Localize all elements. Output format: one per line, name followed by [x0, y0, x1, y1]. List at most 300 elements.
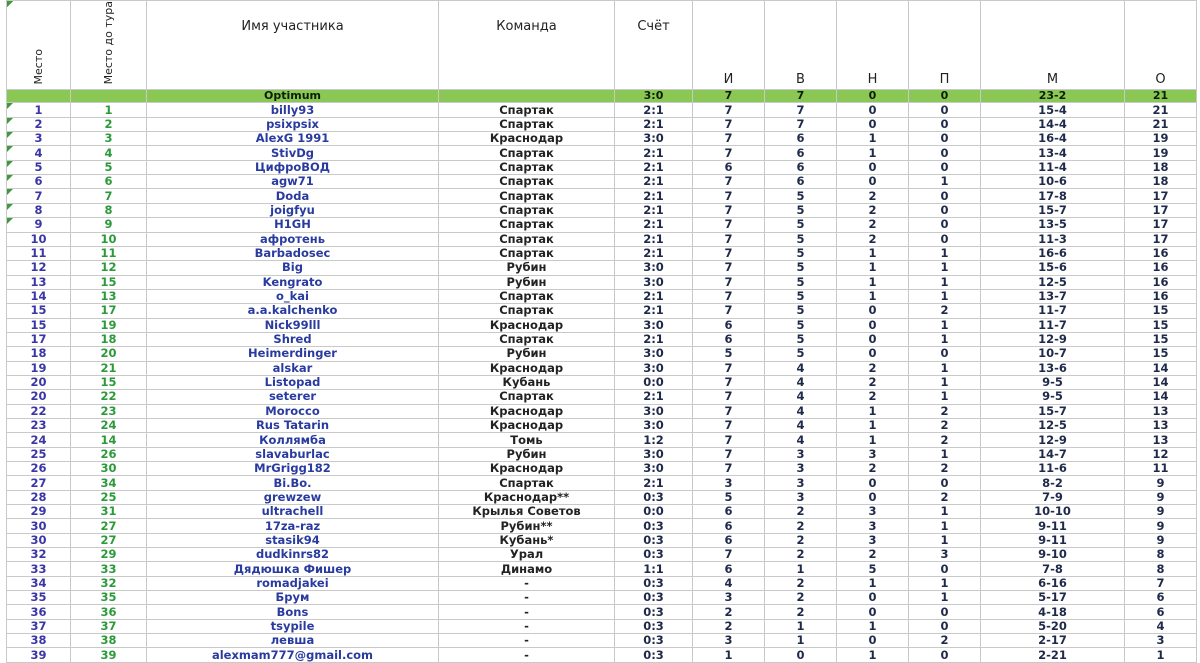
cell-w: 7 — [693, 447, 765, 461]
cell-score: 2:1 — [615, 232, 693, 246]
table-row[interactable] — [7, 246, 1197, 260]
table-row[interactable] — [7, 476, 1197, 490]
table-row[interactable] — [7, 132, 1197, 146]
cell-n: 0 — [837, 591, 909, 605]
cell-v: 2 — [765, 591, 837, 605]
cell-w: 6 — [693, 318, 765, 332]
cell-team: Краснодар — [439, 132, 615, 146]
cell-place — [7, 117, 71, 131]
cell-w: 7 — [693, 203, 765, 217]
cell-team: Спартак — [439, 189, 615, 203]
cell-score: 2:1 — [615, 117, 693, 131]
header-n[interactable]: Н — [837, 1, 909, 90]
cell-place: 13 — [7, 275, 71, 289]
cell-n: 0 — [837, 634, 909, 648]
cell-p: 2 — [909, 433, 981, 447]
cell-v: 5 — [765, 347, 837, 361]
optimum-team — [439, 90, 615, 103]
cell-w: 3 — [693, 591, 765, 605]
cell-m: 7-8 — [981, 562, 1125, 576]
cell-place: 39 — [7, 648, 71, 662]
header-score[interactable]: Счёт — [615, 1, 693, 90]
table-row[interactable] — [7, 304, 1197, 318]
table-row[interactable] — [7, 591, 1197, 605]
cell-p: 1 — [909, 576, 981, 590]
cell-place-text: 8 — [34, 203, 43, 217]
table-row[interactable] — [7, 548, 1197, 562]
cell-o: 18 — [1125, 160, 1197, 174]
cell-o: 14 — [1125, 375, 1197, 389]
cell-team: Рубин — [439, 347, 615, 361]
cell-o: 6 — [1125, 591, 1197, 605]
cell-prev-place-text: 2 — [104, 116, 113, 131]
cell-p: 1 — [909, 591, 981, 605]
cell-prev-place: 27 — [71, 533, 147, 547]
cell-team: Рубин — [439, 447, 615, 461]
header-row — [7, 1, 1197, 90]
cell-m: 6-16 — [981, 576, 1125, 590]
cell-v: 1 — [765, 619, 837, 633]
cell-name: левша — [147, 634, 439, 648]
cell-w: 6 — [693, 519, 765, 533]
cell-m: 7-9 — [981, 490, 1125, 504]
cell-team: Спартак — [439, 246, 615, 260]
cell-m: 13-7 — [981, 289, 1125, 303]
cell-team: - — [439, 576, 615, 590]
cell-v: 6 — [765, 175, 837, 189]
cell-p: 1 — [909, 332, 981, 346]
header-w[interactable]: И — [693, 1, 765, 90]
table-row[interactable] — [7, 533, 1197, 547]
cell-p: 1 — [909, 447, 981, 461]
cell-place: 36 — [7, 605, 71, 619]
cell-prev-place: 29 — [71, 548, 147, 562]
cell-name: psixpsix — [147, 117, 439, 131]
cell-prev-place-text: 9 — [104, 217, 113, 232]
cell-w: 7 — [693, 361, 765, 375]
table-row[interactable] — [7, 289, 1197, 303]
cell-score: 0:0 — [615, 505, 693, 519]
cell-name: romadjakei — [147, 576, 439, 590]
table-row[interactable] — [7, 117, 1197, 131]
table-row[interactable] — [7, 490, 1197, 504]
cell-v: 1 — [765, 634, 837, 648]
optimum-p: 0 — [909, 90, 981, 103]
cell-prev-place: 15 — [71, 375, 147, 389]
cell-place-text: 7 — [34, 188, 43, 203]
cell-score: 3:0 — [615, 275, 693, 289]
cell-place: 26 — [7, 462, 71, 476]
cell-place: 12 — [7, 261, 71, 275]
cell-p: 0 — [909, 605, 981, 619]
cell-score: 2:1 — [615, 175, 693, 189]
table-row[interactable] — [7, 375, 1197, 389]
cell-w: 7 — [693, 548, 765, 562]
cell-v: 5 — [765, 203, 837, 217]
cell-n: 2 — [837, 375, 909, 389]
cell-name: MrGrigg182 — [147, 462, 439, 476]
cell-n: 1 — [837, 433, 909, 447]
cell-place: 11 — [7, 246, 71, 260]
cell-p: 0 — [909, 648, 981, 662]
cell-team: Краснодар** — [439, 490, 615, 504]
cell-place: 15 — [7, 318, 71, 332]
cell-place: 30 — [7, 533, 71, 547]
header-name[interactable]: Имя участника — [147, 1, 439, 90]
table-row[interactable] — [7, 203, 1197, 217]
cell-prev-place: 38 — [71, 634, 147, 648]
cell-w: 7 — [693, 132, 765, 146]
header-prev-place[interactable]: Место до тура — [71, 1, 147, 90]
cell-prev-place-text: 3 — [104, 131, 113, 146]
cell-name: Shred — [147, 332, 439, 346]
cell-w: 7 — [693, 232, 765, 246]
header-p[interactable]: П — [909, 1, 981, 90]
cell-team: Краснодар — [439, 418, 615, 432]
table-row[interactable] — [7, 232, 1197, 246]
cell-place: 35 — [7, 591, 71, 605]
cell-w: 6 — [693, 505, 765, 519]
optimum-n: 0 — [837, 90, 909, 103]
cell-prev-place: 23 — [71, 404, 147, 418]
cell-team: Спартак — [439, 289, 615, 303]
cell-name: seterer — [147, 390, 439, 404]
cell-place: 10 — [7, 232, 71, 246]
cell-v: 3 — [765, 447, 837, 461]
cell-team: Спартак — [439, 146, 615, 160]
cell-place-text: 5 — [34, 159, 43, 174]
cell-score: 0:3 — [615, 634, 693, 648]
cell-score: 0:3 — [615, 576, 693, 590]
cell-o: 16 — [1125, 246, 1197, 260]
cell-name: o_kai — [147, 289, 439, 303]
cell-o: 9 — [1125, 505, 1197, 519]
cell-m: 9-10 — [981, 548, 1125, 562]
table-row[interactable] — [7, 462, 1197, 476]
cell-score: 1:1 — [615, 562, 693, 576]
table-row[interactable] — [7, 275, 1197, 289]
cell-score: 3:0 — [615, 404, 693, 418]
cell-n: 2 — [837, 189, 909, 203]
cell-o: 21 — [1125, 103, 1197, 117]
table-row[interactable] — [7, 505, 1197, 519]
cell-place: 34 — [7, 576, 71, 590]
cell-w: 7 — [693, 289, 765, 303]
cell-team: Рубин — [439, 261, 615, 275]
header-place[interactable]: Место — [7, 1, 71, 90]
cell-m: 10-10 — [981, 505, 1125, 519]
cell-n: 2 — [837, 361, 909, 375]
cell-team: Урал — [439, 548, 615, 562]
cell-score: 0:3 — [615, 619, 693, 633]
cell-place: 33 — [7, 562, 71, 576]
cell-o: 16 — [1125, 261, 1197, 275]
cell-prev-place: 18 — [71, 332, 147, 346]
header-v[interactable]: В — [765, 1, 837, 90]
cell-w: 7 — [693, 103, 765, 117]
cell-place — [7, 189, 71, 203]
cell-w: 7 — [693, 418, 765, 432]
cell-team: Спартак — [439, 103, 615, 117]
cell-score: 2:1 — [615, 246, 693, 260]
cell-m: 12-9 — [981, 332, 1125, 346]
cell-o: 15 — [1125, 304, 1197, 318]
table-row[interactable] — [7, 619, 1197, 633]
cell-score: 2:1 — [615, 203, 693, 217]
cell-n: 1 — [837, 404, 909, 418]
cell-n: 2 — [837, 203, 909, 217]
cell-o: 3 — [1125, 634, 1197, 648]
table-row[interactable] — [7, 218, 1197, 232]
cell-prev-place — [71, 117, 147, 131]
cell-p: 1 — [909, 375, 981, 389]
cell-score: 2:1 — [615, 390, 693, 404]
cell-v: 5 — [765, 289, 837, 303]
table-row[interactable] — [7, 103, 1197, 117]
cell-name: Doda — [147, 189, 439, 203]
cell-m: 13-6 — [981, 361, 1125, 375]
cell-o: 15 — [1125, 347, 1197, 361]
cell-marker-icon — [7, 132, 13, 138]
cell-o: 9 — [1125, 490, 1197, 504]
header-team[interactable]: Команда — [439, 1, 615, 90]
cell-w: 7 — [693, 375, 765, 389]
cell-w: 7 — [693, 175, 765, 189]
cell-p: 0 — [909, 232, 981, 246]
cell-prev-place: 12 — [71, 261, 147, 275]
cell-team: Краснодар — [439, 318, 615, 332]
cell-p: 1 — [909, 275, 981, 289]
cell-o: 13 — [1125, 433, 1197, 447]
cell-name: stasik94 — [147, 533, 439, 547]
cell-p: 1 — [909, 289, 981, 303]
cell-place: 23 — [7, 418, 71, 432]
cell-o: 13 — [1125, 418, 1197, 432]
cell-prev-place: 17 — [71, 304, 147, 318]
cell-n: 1 — [837, 146, 909, 160]
cell-w: 7 — [693, 390, 765, 404]
cell-team: Томь — [439, 433, 615, 447]
table-row[interactable] — [7, 562, 1197, 576]
cell-p: 0 — [909, 103, 981, 117]
cell-name: alexmam777@gmail.com — [147, 648, 439, 662]
cell-p: 2 — [909, 490, 981, 504]
cell-marker-icon — [7, 204, 13, 210]
table-row[interactable] — [7, 361, 1197, 375]
cell-o: 9 — [1125, 519, 1197, 533]
table-row[interactable] — [7, 261, 1197, 275]
cell-prev-place — [71, 175, 147, 189]
cell-prev-place — [71, 146, 147, 160]
cell-v: 5 — [765, 275, 837, 289]
cell-n: 0 — [837, 103, 909, 117]
cell-name: billy93 — [147, 103, 439, 117]
cell-w: 4 — [693, 576, 765, 590]
cell-m: 15-7 — [981, 203, 1125, 217]
cell-team: - — [439, 634, 615, 648]
cell-o: 21 — [1125, 117, 1197, 131]
cell-team: Динамо — [439, 562, 615, 576]
cell-n: 0 — [837, 117, 909, 131]
cell-m: 12-5 — [981, 418, 1125, 432]
cell-p: 1 — [909, 519, 981, 533]
cell-prev-place-text: 7 — [104, 188, 113, 203]
cell-n: 1 — [837, 619, 909, 633]
cell-v: 2 — [765, 576, 837, 590]
cell-p: 0 — [909, 160, 981, 174]
cell-m: 16-6 — [981, 246, 1125, 260]
cell-p: 1 — [909, 246, 981, 260]
cell-prev-place: 36 — [71, 605, 147, 619]
cell-o: 16 — [1125, 275, 1197, 289]
cell-prev-place: 30 — [71, 462, 147, 476]
cell-place — [7, 146, 71, 160]
cell-place: 38 — [7, 634, 71, 648]
cell-o: 8 — [1125, 562, 1197, 576]
cell-team: Спартак — [439, 476, 615, 490]
cell-n: 1 — [837, 576, 909, 590]
cell-m: 13-4 — [981, 146, 1125, 160]
cell-place: 30 — [7, 519, 71, 533]
cell-p: 0 — [909, 203, 981, 217]
cell-v: 6 — [765, 132, 837, 146]
cell-m: 15-4 — [981, 103, 1125, 117]
cell-p: 0 — [909, 619, 981, 633]
table-row[interactable] — [7, 189, 1197, 203]
cell-m: 2-17 — [981, 634, 1125, 648]
cell-place — [7, 132, 71, 146]
cell-score: 3:0 — [615, 132, 693, 146]
header-o[interactable]: О — [1125, 1, 1197, 90]
cell-name: tsypile — [147, 619, 439, 633]
cell-team: Краснодар — [439, 361, 615, 375]
cell-prev-place-text: 8 — [104, 203, 113, 217]
cell-m: 11-6 — [981, 462, 1125, 476]
cell-place: 14 — [7, 289, 71, 303]
cell-n: 0 — [837, 160, 909, 174]
cell-place-text: 9 — [34, 217, 43, 232]
cell-prev-place-text: 4 — [104, 145, 113, 160]
cell-w: 6 — [693, 160, 765, 174]
table-row[interactable] — [7, 433, 1197, 447]
cell-w: 7 — [693, 462, 765, 476]
cell-team: Кубань* — [439, 533, 615, 547]
cell-prev-place — [71, 103, 147, 117]
cell-o: 12 — [1125, 447, 1197, 461]
cell-n: 3 — [837, 519, 909, 533]
table-row[interactable] — [7, 347, 1197, 361]
cell-p: 1 — [909, 390, 981, 404]
cell-o: 17 — [1125, 218, 1197, 232]
cell-prev-place: 37 — [71, 619, 147, 633]
cell-score: 2:1 — [615, 146, 693, 160]
cell-score: 0:3 — [615, 591, 693, 605]
cell-p: 2 — [909, 404, 981, 418]
cell-w: 6 — [693, 533, 765, 547]
cell-w: 5 — [693, 347, 765, 361]
header-m[interactable]: М — [981, 1, 1125, 90]
table-row[interactable] — [7, 175, 1197, 189]
cell-score: 3:0 — [615, 347, 693, 361]
cell-o: 19 — [1125, 132, 1197, 146]
cell-place: 24 — [7, 433, 71, 447]
cell-o: 15 — [1125, 318, 1197, 332]
table-row[interactable] — [7, 318, 1197, 332]
cell-p: 1 — [909, 533, 981, 547]
cell-prev-place-text: 5 — [104, 159, 113, 174]
cell-v: 2 — [765, 519, 837, 533]
cell-o: 13 — [1125, 404, 1197, 418]
cell-p: 0 — [909, 347, 981, 361]
cell-score: 3:0 — [615, 361, 693, 375]
table-row[interactable] — [7, 418, 1197, 432]
cell-v: 3 — [765, 462, 837, 476]
table-row[interactable] — [7, 404, 1197, 418]
cell-o: 17 — [1125, 232, 1197, 246]
cell-team: Рубин** — [439, 519, 615, 533]
cell-p: 0 — [909, 562, 981, 576]
cell-v: 2 — [765, 533, 837, 547]
table-row[interactable] — [7, 605, 1197, 619]
cell-team: Спартак — [439, 203, 615, 217]
cell-m: 9-5 — [981, 375, 1125, 389]
table-row[interactable] — [7, 146, 1197, 160]
cell-name: a.a.kalchenko — [147, 304, 439, 318]
cell-n: 2 — [837, 462, 909, 476]
cell-place-text: 4 — [34, 145, 43, 160]
cell-m: 8-2 — [981, 476, 1125, 490]
cell-name: Rus Tatarin — [147, 418, 439, 432]
cell-o: 6 — [1125, 605, 1197, 619]
table-row[interactable] — [7, 648, 1197, 662]
cell-m: 14-7 — [981, 447, 1125, 461]
cell-p: 2 — [909, 418, 981, 432]
table-row[interactable] — [7, 390, 1197, 404]
table-row[interactable] — [7, 576, 1197, 590]
table-row[interactable] — [7, 160, 1197, 174]
cell-v: 5 — [765, 332, 837, 346]
table-row[interactable] — [7, 519, 1197, 533]
table-row[interactable] — [7, 447, 1197, 461]
table-row[interactable] — [7, 332, 1197, 346]
cell-prev-place: 21 — [71, 361, 147, 375]
cell-o: 8 — [1125, 548, 1197, 562]
cell-v: 3 — [765, 490, 837, 504]
cell-name: joigfyu — [147, 203, 439, 217]
cell-m: 14-4 — [981, 117, 1125, 131]
cell-prev-place: 19 — [71, 318, 147, 332]
cell-prev-place — [71, 160, 147, 174]
cell-w: 3 — [693, 634, 765, 648]
table-row[interactable] — [7, 634, 1197, 648]
cell-marker-icon — [7, 1, 13, 7]
optimum-row[interactable] — [7, 90, 1197, 103]
cell-v: 2 — [765, 605, 837, 619]
cell-name: dudkinrs82 — [147, 548, 439, 562]
cell-prev-place: 13 — [71, 289, 147, 303]
cell-o: 11 — [1125, 462, 1197, 476]
cell-o: 1 — [1125, 648, 1197, 662]
cell-n: 0 — [837, 175, 909, 189]
cell-v: 6 — [765, 160, 837, 174]
cell-place: 32 — [7, 548, 71, 562]
cell-n: 0 — [837, 304, 909, 318]
cell-o: 9 — [1125, 476, 1197, 490]
cell-score: 0:3 — [615, 490, 693, 504]
cell-prev-place-text: 6 — [104, 174, 113, 189]
cell-n: 1 — [837, 275, 909, 289]
cell-v: 2 — [765, 505, 837, 519]
